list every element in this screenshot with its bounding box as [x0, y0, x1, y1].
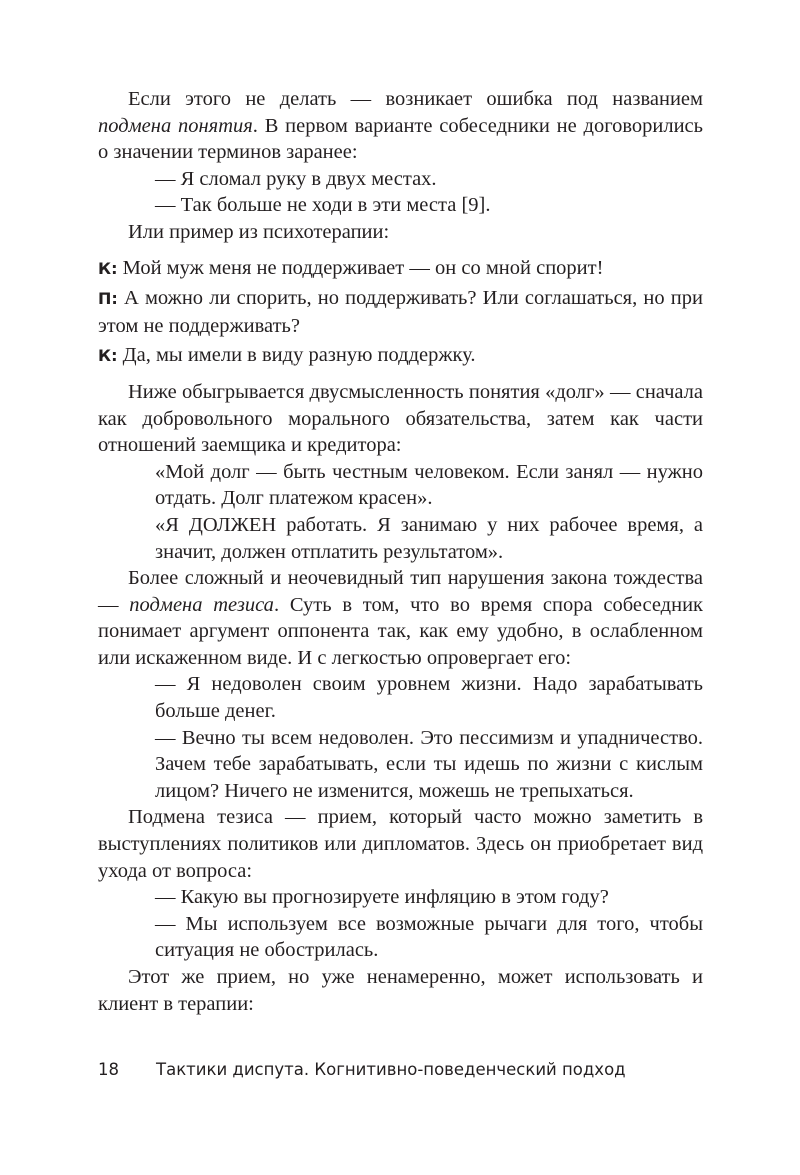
dialogue-entry — [98, 285, 703, 339]
quote-line: «Мой долг — быть честным человеком. Если занял — нужно отдать. Долг платежом красен». — [155, 460, 703, 510]
speaker-label: П: — [98, 289, 118, 309]
running-title: Тактики диспута. Когнитивно-поведенческий подход — [156, 1060, 626, 1079]
dialogue-line: — Мы используем все возможные рычаги для того, чтобы ситуация не обострилась. — [155, 912, 703, 962]
dialogue-text: Мой муж меня не поддерживает — он со мной спорит! — [117, 256, 604, 279]
text-run: . В первом варианте собеседники не договорились о значении терминов заранее: — [98, 114, 704, 164]
paragraph: Подмена тезиса — прием, который часто можно заметить в выступлениях политиков или дипломатов. Здесь он приобретает вид ухода от вопроса: — [98, 806, 703, 882]
dialogue-text: Да, мы имели в виду разную поддержку. — [117, 344, 476, 367]
speaker-label: К: — [98, 346, 118, 366]
dialogue-entry — [98, 255, 703, 283]
text-run: Более сложный и неочевидный тип нарушения закона тождества — — [98, 567, 703, 616]
dialogue-line: — Я недоволен своим уровнем жизни. Надо зарабатывать больше денег. — [155, 673, 703, 723]
dialogue-entry — [98, 342, 703, 370]
paragraph — [98, 565, 703, 671]
dialogue-line: — Так больше не ходи в эти места [9]. — [155, 194, 491, 217]
dialogue-line: — Я сломал руку в двух местах. — [155, 167, 437, 190]
dialogue-text: А можно ли спорить, но поддерживать? Или соглашаться, но при этом не поддерживать? — [98, 287, 703, 337]
paragraph — [98, 86, 703, 166]
paragraph: Или пример из психотерапии: — [128, 220, 390, 243]
dialogue-line: — Какую вы прогнозируете инфляцию в этом году? — [155, 886, 609, 909]
paragraph: Этот же прием, но уже ненамеренно, может использовать и клиент в терапии: — [98, 966, 703, 1015]
dialogue-line: — Вечно ты всем недоволен. Это пессимизм и упадничество. Зачем тебе зарабатывать, если ты идешь по жизни с кислым лицом? Ничего не изменится, можешь не трепыхаться. — [155, 726, 703, 802]
term-italic: подмена понятия — [98, 114, 253, 137]
body-text — [98, 86, 703, 1017]
speaker-label: К: — [98, 258, 118, 278]
page-footer — [98, 1060, 703, 1079]
page-number: 18 — [98, 1060, 119, 1079]
text-run: . Суть в том, что во время спора собеседник понимает аргумент оппонента так, как ему удобно, в ослабленном или искаженном виде. И с легкостью опровергает его: — [98, 593, 703, 669]
paragraph: Ниже обыгрывается двусмысленность понятия «долг» — сначала как добровольного морального обязательства, затем как части отношений заемщика и кредитора: — [98, 380, 703, 457]
term-italic: подмена тезиса — [129, 593, 274, 616]
quote-line: «Я ДОЛЖЕН работать. Я занимаю у них рабочее время, а значит, должен отплатить результатом». — [155, 513, 703, 563]
text-run: Если этого не делать — возникает ошибка под названием — [128, 88, 703, 110]
